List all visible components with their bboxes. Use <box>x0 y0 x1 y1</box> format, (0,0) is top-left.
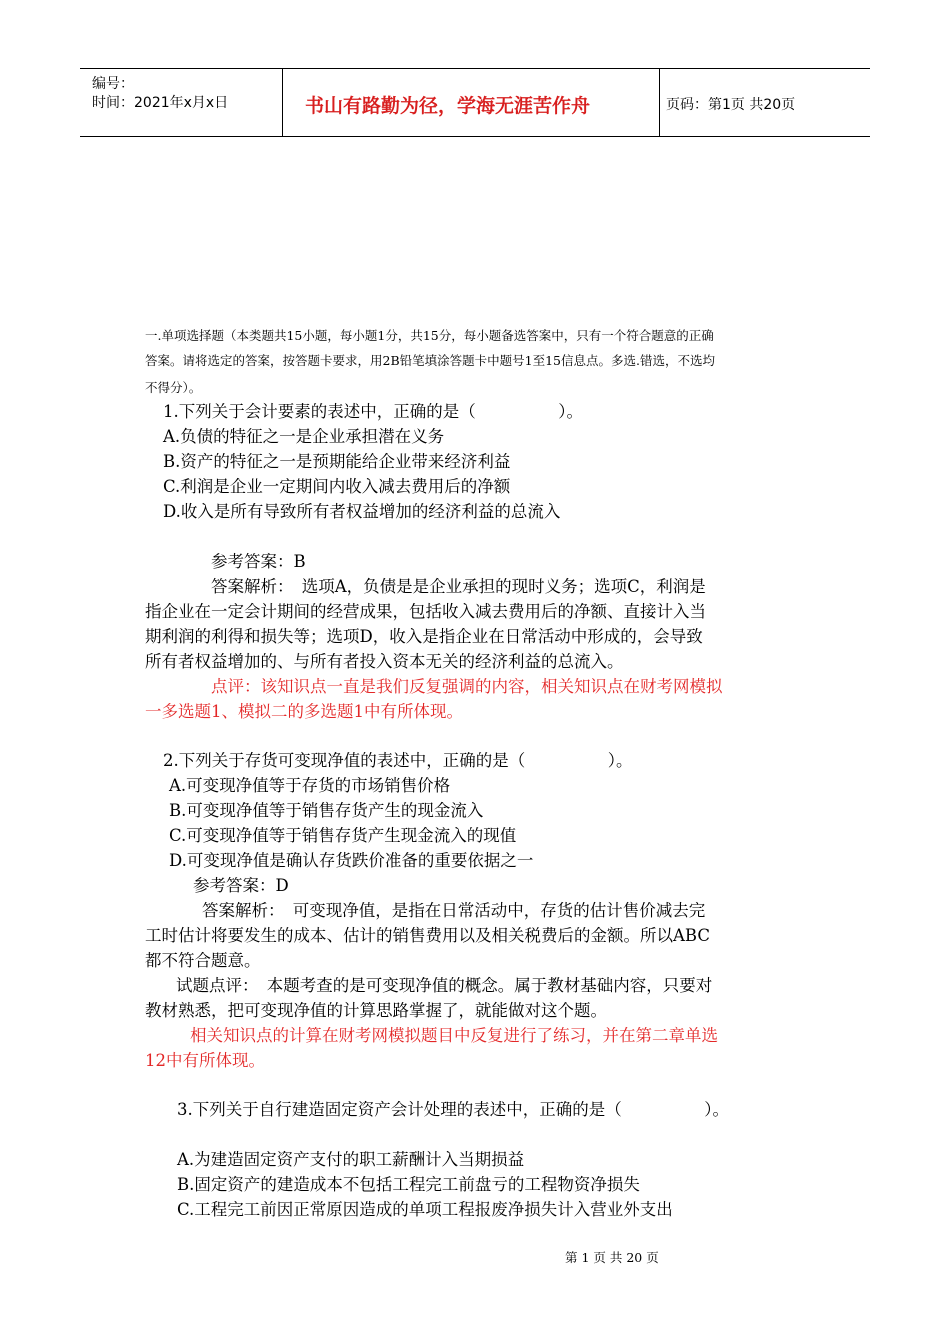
document-header <box>80 68 870 137</box>
question-2-review: 教材熟悉，把可变现净值的计算思路掌握了，就能做对这个题。 <box>145 1001 607 1020</box>
question-1-option-c: C.利润是企业一定期间内收入减去费用后的净额 <box>163 477 511 496</box>
question-1-answer: 参考答案：B <box>211 552 306 571</box>
question-1-stem: 1.下列关于会计要素的表述中，正确的是（ ）。 <box>163 402 583 421</box>
question-2-option-a: A.可变现净值等于存货的市场销售价格 <box>169 776 451 795</box>
question-1-analysis: 指企业在一定会计期间的经营成果，包括收入减去费用后的净额、直接计入当 <box>145 602 706 621</box>
header-meta-cell <box>80 69 282 136</box>
header-motto-cell <box>282 69 660 136</box>
question-1-option-d: D.收入是所有导致所有者权益增加的经济利益的总流入 <box>163 502 561 521</box>
question-2-option-c: C.可变现净值等于销售存货产生现金流入的现值 <box>169 826 517 845</box>
question-1-comment: 点评：该知识点一直是我们反复强调的内容，相关知识点在财考网模拟 <box>211 677 723 696</box>
question-2-comment: 12中有所体现。 <box>145 1051 265 1070</box>
question-1-analysis: 答案解析： 选项A，负债是是企业承担的现时义务；选项C，利润是 <box>211 577 706 596</box>
question-3-stem: 3.下列关于自行建造固定资产会计处理的表述中，正确的是（ ）。 <box>177 1100 729 1119</box>
question-2-analysis: 都不符合题意。 <box>145 951 261 970</box>
question-3-option-b: B.固定资产的建造成本不包括工程完工前盘亏的工程物资净损失 <box>177 1175 640 1194</box>
question-3-option-a: A.为建造固定资产支付的职工薪酬计入当期损益 <box>177 1150 525 1169</box>
question-2-analysis: 工时估计将要发生的成本、估计的销售费用以及相关税费后的金额。所以ABC <box>145 926 710 945</box>
question-2-option-d: D.可变现净值是确认存货跌价准备的重要依据之一 <box>169 851 534 870</box>
question-2-answer: 参考答案：D <box>193 876 289 895</box>
document-time-label: 时间：2021年x月x日 <box>92 95 229 111</box>
document-number-label: 编号： <box>92 76 134 92</box>
page-footer: 第 1 页 共 20 页 <box>565 1250 659 1265</box>
intro-line: 答案。请将选定的答案，按答题卡要求，用2B铅笔填涂答题卡中题号1至15信息点。多选.错选，不选均 <box>145 353 715 368</box>
question-1-option-a: A.负债的特征之一是企业承担潜在义务 <box>163 427 445 446</box>
question-1-analysis: 期利润的利得和损失等；选项D，收入是指企业在日常活动中形成的，会导致 <box>145 627 703 646</box>
question-1-comment: 一多选题1、模拟二的多选题1中有所体现。 <box>145 702 463 721</box>
question-2-analysis: 答案解析： 可变现净值，是指在日常活动中，存货的估计售价减去完 <box>202 901 706 920</box>
question-2-stem: 2.下列关于存货可变现净值的表述中，正确的是（ ）。 <box>163 751 633 770</box>
question-1-option-b: B.资产的特征之一是预期能给企业带来经济利益 <box>163 452 511 471</box>
header-motto: 书山有路勤为径，学海无涯苦作舟 <box>305 95 591 117</box>
question-2-comment: 相关知识点的计算在财考网模拟题目中反复进行了练习，并在第二章单选 <box>190 1026 718 1045</box>
question-1-analysis: 所有者权益增加的、与所有者投入资本无关的经济利益的总流入。 <box>145 652 624 671</box>
question-2-option-b: B.可变现净值等于销售存货产生的现金流入 <box>169 801 484 820</box>
header-page-info: 页码：第1页 共20页 <box>666 97 796 113</box>
header-page-cell <box>659 69 870 136</box>
question-3-option-c: C.工程完工前因正常原因造成的单项工程报废净损失计入营业外支出 <box>177 1200 673 1219</box>
intro-line: 一.单项选择题（本类题共15小题，每小题1分，共15分，每小题备选答案中，只有一个符合题意的正确 <box>145 328 714 343</box>
intro-line: 不得分）。 <box>145 380 202 395</box>
question-2-review: 试题点评： 本题考查的是可变现净值的概念。属于教材基础内容，只要对 <box>176 976 713 995</box>
